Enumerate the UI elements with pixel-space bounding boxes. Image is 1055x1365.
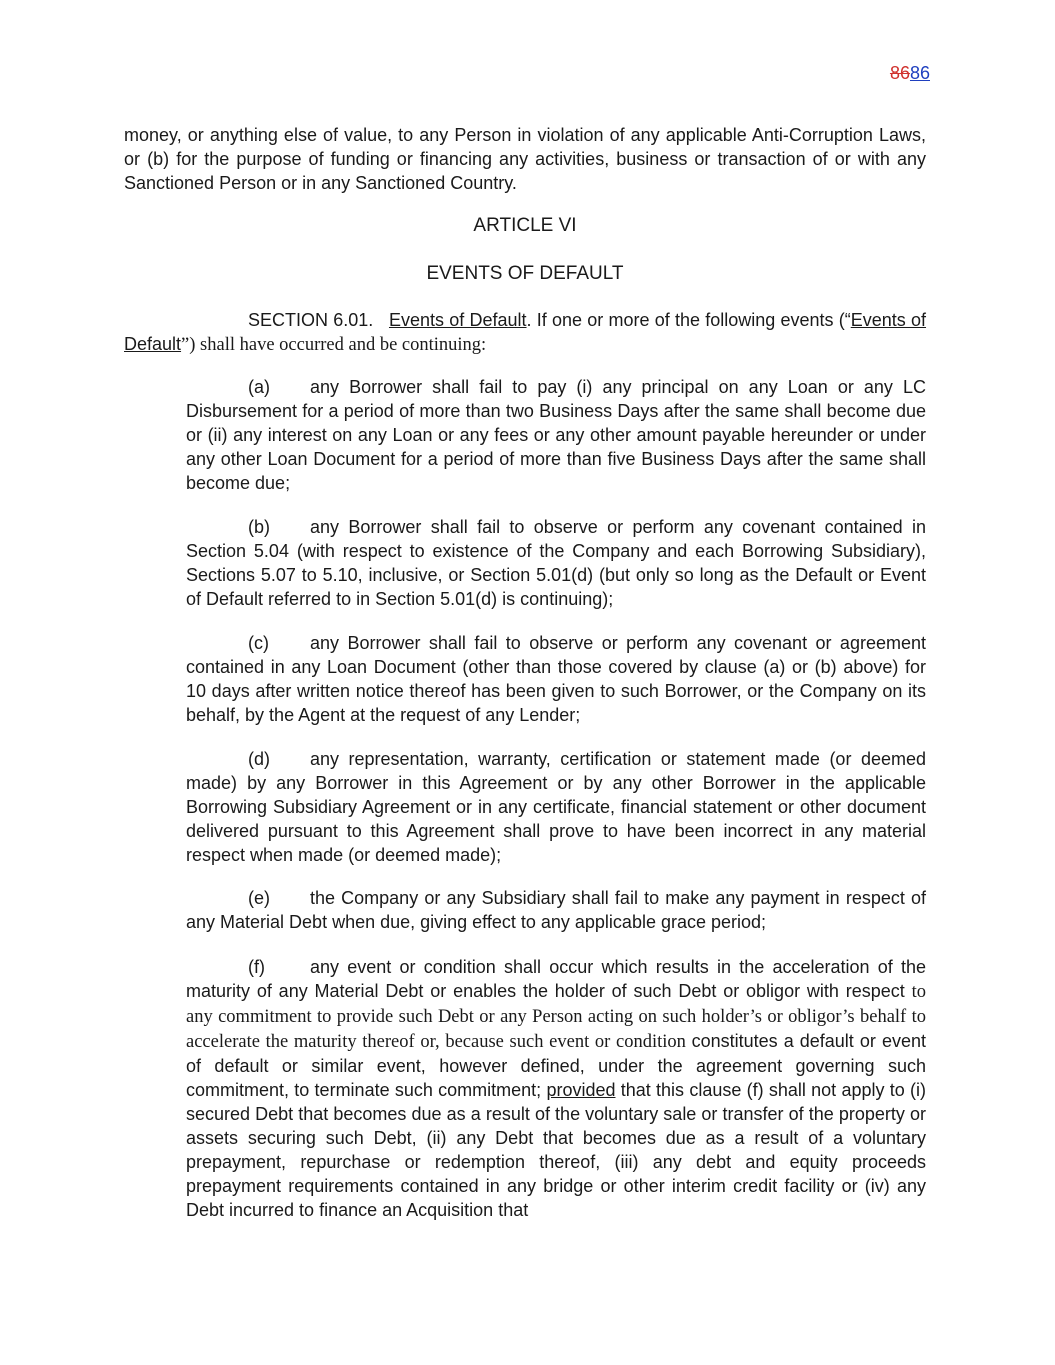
clause-text-1: any event or condition shall occur which results in the acceleration of the maturity of any Material Debt or enables the holder of such Debt or obligor with respect — [186, 957, 926, 1001]
clause-c — [186, 631, 926, 727]
clause-a — [186, 375, 926, 495]
provided-term: provided — [546, 1080, 616, 1100]
section-heading: Events of Default — [388, 310, 527, 330]
clause-label: (c) — [248, 633, 269, 653]
clause-text: any Borrower shall fail to pay (i) any principal on any Loan or any LC Disbursement for a period of more than two Business Days after the same shall become due or (ii) any interest on any Loan or any fees or any other amount payable hereunder or under any other Loan Document for a period of more than five Business Days after the same shall become due; — [186, 377, 926, 493]
page-number-deleted: 86 — [889, 63, 910, 83]
defined-term: Events of Default — [124, 310, 927, 354]
clause-label: (a) — [248, 377, 270, 397]
article-subtitle: EVENTS OF DEFAULT — [426, 263, 624, 284]
article-title: ARTICLE VI — [473, 215, 577, 236]
clause-label: (d) — [248, 749, 270, 769]
clause-e — [186, 886, 926, 934]
clause-label: (b) — [248, 517, 270, 537]
intro-paragraph: money, or anything else of value, to any Person in violation of any applicable Anti-Corruption Laws, or (b) for the purpose of funding or financing any activities, business or transaction of or with any Sanctioned Person or in any Sanctioned Country. — [124, 125, 926, 193]
clause-text: any Borrower shall fail to observe or perform any covenant contained in Section 5.04 (with respect to existence of the Company and each Borrowing Subsidiary), Sections 5.07 to 5.10, inclusive, or Section 5.01(d) (but only so long as the Default or Event of Default referred to in Section 5.01(d) is continuing); — [186, 517, 926, 609]
page-number — [890, 63, 930, 84]
section-6-01-paragraph — [124, 308, 926, 357]
section-text-2: ”) shall have occurred and be continuing: — [181, 335, 487, 355]
clause-label: (e) — [248, 888, 270, 908]
clause-text-serif: to any commitment to provide such Debt or any Person acting on such holder’s or obligor’s behalf to accelerate the maturity thereof or, because such event or condition — [186, 982, 926, 1052]
clause-label: (f) — [248, 957, 265, 977]
clause-text: any representation, warranty, certification or statement made (or deemed made) by any Borrower in this Agreement or by any other Borrower in the applicable Borrowing Subsidiary Agreement or in any certificate, financial statement or other document delivered pursuant to this Agreement shall prove to have been incorrect in any material respect when made (or deemed made); — [186, 749, 926, 865]
section-text-1: . If one or more of the following events (“ — [526, 310, 851, 330]
clause-d — [186, 747, 926, 867]
clause-b — [186, 515, 926, 611]
clause-text-3: that this clause (f) shall not apply to (i) secured Debt that becomes due as a result of the voluntary sale or transfer of the property or assets securing such Debt, (ii) any Debt that becomes due as a result of a voluntary prepayment, repurchase or redemption thereof, (iii) any debt and equity proceeds prepayment requirements contained in any bridge or other interim credit facility or (iv) any Debt incurred to finance an Acquisition that — [186, 1080, 927, 1220]
clause-text-2: constitutes a default or event of default or similar event, however defined, under the agreement governing such commitment, to terminate such commitment; — [186, 1031, 926, 1100]
page-number-inserted: 86 — [909, 63, 930, 83]
clause-text: the Company or any Subsidiary shall fail to make any payment in respect of any Material Debt when due, giving effect to any applicable grace period; — [186, 888, 926, 932]
clause-text: any Borrower shall fail to observe or perform any covenant or agreement contained in any Loan Document (other than those covered by clause (a) or (b) above) for 10 days after written notice thereof has been given to such Borrower, or the Company on its behalf, by the Agent at the request of any Lender; — [186, 633, 926, 725]
clause-f — [186, 955, 926, 1222]
section-number: SECTION 6.01. — [248, 310, 374, 330]
